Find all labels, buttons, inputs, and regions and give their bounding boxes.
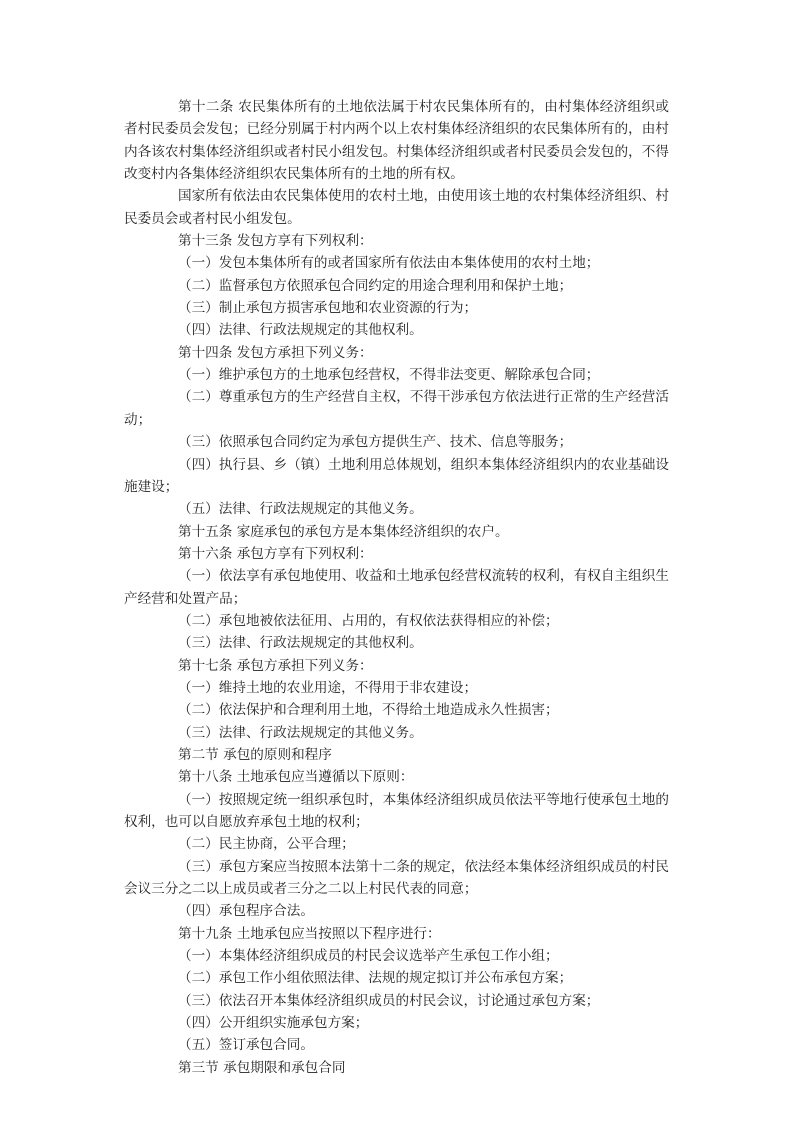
list-item: （三）依照承包合同约定为承包方提供生产、技术、信息等服务；: [178, 434, 573, 451]
list-item: （三）依法召开本集体经济组织成员的村民会议，讨论通过承包方案；: [178, 992, 600, 1009]
list-item: （五）签订承包合同。: [178, 1037, 314, 1054]
list-item: （二）承包工作小组依照法律、法规的规定拟订并公布承包方案；: [178, 970, 573, 987]
list-item: （一）发包本集体所有的或者国家所有依法由本集体使用的农村土地；: [178, 255, 600, 272]
list-item: （一）维护承包方的土地承包经营权，不得非法变更、解除承包合同；: [178, 367, 600, 384]
list-item: （二）民主协商，公平合理；: [178, 836, 355, 853]
list-item: （二）承包地被依法征用、占用的，有权依法获得相应的补偿；: [178, 612, 559, 629]
paragraph-article-12: 第十二条 农民集体所有的土地依法属于村农民集体所有的，由村集体经济组织或者村民委员会发包；已经分别属于村内两个以上农村集体经济组织的农民集体所有的，由村内各该农村集体经济组织或者村民小组发包。村集体经济组织或者村民委员会发包的，不得改变村内各集体经济组织农民集体所有的土地的所有权。: [124, 99, 669, 183]
list-item: （四）公开组织实施承包方案；: [178, 1015, 369, 1032]
list-item: （一）按照规定统一组织承包时，本集体经济组织成员依法平等地行使承包土地的权利，也可以自愿放弃承包土地的权利；: [124, 791, 669, 830]
list-item: （四）承包程序合法。: [178, 903, 314, 920]
list-item: （二）依法保护和合理利用土地，不得给土地造成永久性损害；: [178, 702, 559, 719]
list-item: （三）法律、行政法规规定的其他义务。: [178, 724, 423, 741]
list-item: （三）制止承包方损害承包地和农业资源的行为；: [178, 300, 478, 317]
paragraph-article-16: 第十六条 承包方享有下列权利：: [178, 545, 373, 562]
paragraph-state-land: 国家所有依法由农民集体使用的农村土地，由使用该土地的农村集体经济组织、村民委员会或者村民小组发包。: [124, 188, 669, 227]
list-item: （三）承包方案应当按照本法第十二条的规定，依法经本集体经济组织成员的村民会议三分之二以上成员或者三分之二以上村民代表的同意；: [124, 858, 669, 898]
document-body: [124, 96, 669, 1079]
list-item: （五）法律、行政法规规定的其他义务。: [178, 501, 423, 518]
list-item: （一）本集体经济组织成员的村民会议选举产生承包工作小组；: [178, 948, 559, 965]
paragraph-article-14: 第十四条 发包方承担下列义务：: [178, 344, 373, 361]
paragraph-article-15: 第十五条 家庭承包的承包方是本集体经济组织的农户。: [178, 523, 509, 540]
list-item: （三）法律、行政法规规定的其他权利。: [178, 635, 423, 652]
list-item: （一）依法享有承包地使用、收益和土地承包经营权流转的权利，有权自主组织生产经营和处置产品；: [124, 568, 669, 607]
list-item: （二）尊重承包方的生产经营自主权，不得干涉承包方依法进行正常的生产经营活动；: [124, 389, 669, 428]
list-item: （一）维持土地的农业用途，不得用于非农建设；: [178, 679, 478, 696]
list-item: （四）执行县、乡（镇）土地利用总体规划，组织本集体经济组织内的农业基础设施建设；: [124, 456, 669, 495]
list-item: （二）监督承包方依照承包合同约定的用途合理利用和保护土地；: [178, 277, 573, 294]
paragraph-article-13: 第十三条 发包方享有下列权利：: [178, 233, 373, 250]
paragraph-article-18: 第十八条 土地承包应当遵循以下原则：: [178, 769, 414, 786]
paragraph-article-19: 第十九条 土地承包应当按照以下程序进行：: [178, 925, 441, 942]
list-item: （四）法律、行政法规规定的其他权利。: [178, 322, 423, 339]
section-heading-3: 第三节 承包期限和承包合同: [178, 1059, 346, 1076]
paragraph-article-17: 第十七条 承包方承担下列义务：: [178, 657, 373, 674]
section-heading-2: 第二节 承包的原则和程序: [178, 746, 332, 763]
